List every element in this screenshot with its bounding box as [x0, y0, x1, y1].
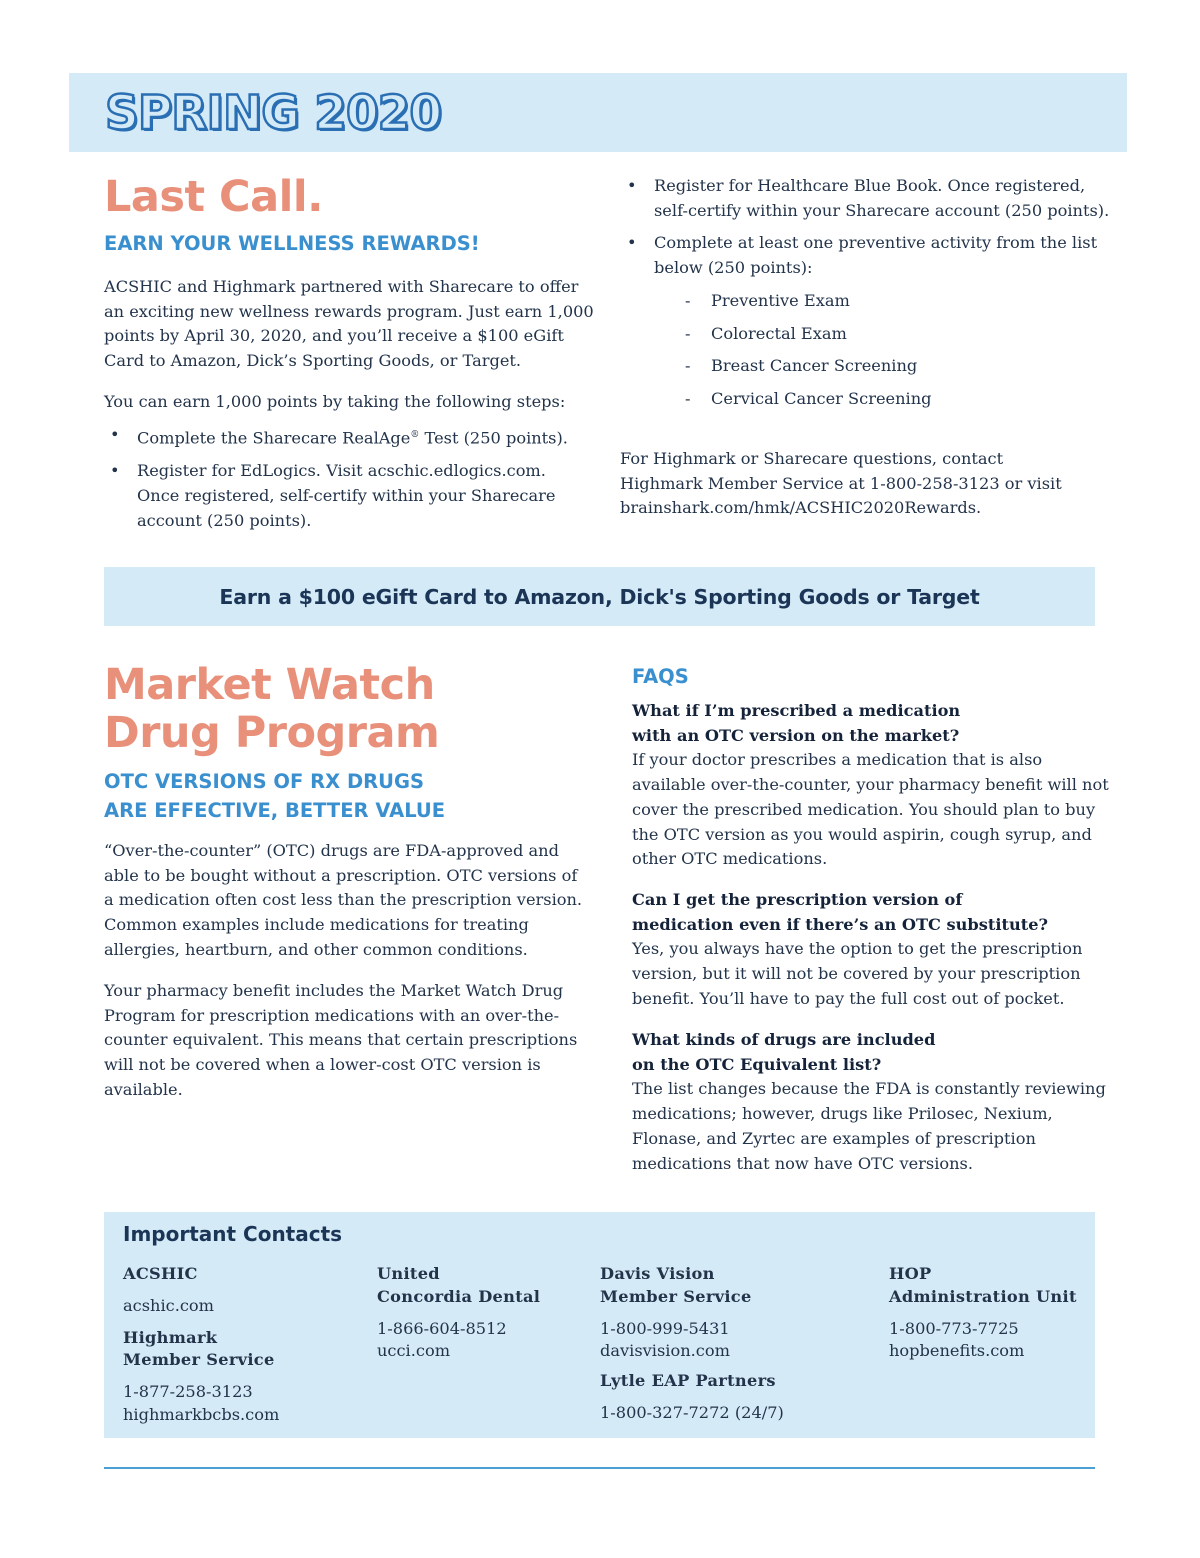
contact-name-line: Concordia Dental [377, 1286, 541, 1306]
important-contacts-box [104, 1212, 1095, 1438]
contact-name-line: Highmark [123, 1327, 218, 1347]
market-watch-title-line1: Market Watch [104, 660, 435, 710]
contact-phone-highmark[interactable]: 1-877-258-3123 [123, 1382, 253, 1402]
contact-name-highmark [123, 1327, 353, 1373]
market-watch-title [104, 661, 584, 757]
activity-item [654, 387, 1111, 412]
contact-name-ucci [377, 1263, 577, 1309]
faq-question-line: medication even if there’s an OTC substitute? [632, 914, 1048, 934]
last-call-steps-intro: You can earn 1,000 points by taking the following steps: [104, 392, 566, 411]
step-bluebook-text: Register for Healthcare Blue Book. Once registered, self-certify within your Sharecare account (250 points). [654, 176, 1110, 220]
contact-url-ucci[interactable]: ucci.com [377, 1341, 451, 1361]
market-watch-subtitle-line2: ARE EFFECTIVE, BETTER VALUE [104, 799, 446, 822]
contact-name-line: United [377, 1264, 440, 1283]
dash-icon: - [685, 323, 691, 343]
issue-title: SPRING 2020 [105, 86, 442, 141]
faq-item [632, 1028, 1112, 1176]
faq-question-line: What if I’m prescribed a medication [632, 701, 961, 720]
faqs-heading: FAQS [632, 665, 689, 688]
contact-name-hop [889, 1263, 1089, 1309]
egift-callout-text: Earn a $100 eGift Card to Amazon, Dick's Sporting Goods or Target [219, 584, 980, 609]
dash-icon: - [685, 290, 691, 310]
contact-name-line: Member Service [123, 1350, 275, 1370]
contact-phone-ucci[interactable]: 1-866-604-8512 [377, 1318, 507, 1338]
faq-question-line: with an OTC version on the market? [632, 725, 960, 745]
activity-item [654, 289, 1111, 314]
activity-item [654, 322, 1111, 347]
steps-list-right [621, 174, 1111, 420]
otc-definition-paragraph: “Over-the-counter” (OTC) drugs are FDA-approved and able to be bought without a prescription. OTC versions of a medication often cost less than the prescription version. Common examples include medications for treating allergies, heartburn, and other common conditions. [104, 841, 583, 959]
contact-name-acshic: ACSHIC [123, 1264, 198, 1283]
contacts-column-1 [123, 1263, 353, 1427]
contact-phone-davis[interactable]: 1-800-999-5431 [600, 1318, 730, 1338]
faq-question [632, 699, 1112, 748]
faq-answer: The list changes because the FDA is constantly reviewing medications; however, drugs like Prilosec, Nexium, Flonase, and Zyrtec are examples of prescription medications that now have OTC versions. [632, 1079, 1106, 1173]
dash-icon: - [685, 356, 691, 376]
contact-name-lytle: Lytle EAP Partners [600, 1371, 776, 1391]
dash-icon: - [685, 388, 691, 408]
faq-question [632, 1028, 1112, 1077]
contacts-column-3 [600, 1263, 860, 1425]
contact-url-acshic[interactable]: acshic.com [123, 1295, 214, 1315]
market-watch-title-line2: Drug Program [104, 708, 440, 758]
contact-phone-lytle[interactable]: 1-800-327-7272 (24/7) [600, 1402, 784, 1422]
faq-item [632, 888, 1112, 1012]
footer-divider [104, 1467, 1095, 1469]
registered-mark: ® [410, 430, 420, 440]
last-call-intro: ACSHIC and Highmark partnered with Sharecare to offer an exciting new wellness rewards program. Just earn 1,000 points by April 30, 2020, and you’ll receive a $100 eGift Card to Amazon, Dick’s Sporting Goods, or Target. [104, 277, 594, 371]
header-banner [69, 73, 1127, 152]
step-realage-text-a: Complete the Sharecare RealAge [137, 428, 411, 448]
activity-label: Colorectal Exam [711, 323, 847, 343]
contact-name-line: Member Service [600, 1286, 752, 1306]
activity-label: Breast Cancer Screening [711, 356, 918, 376]
bullet-icon: • [627, 233, 637, 253]
bullet-icon: • [110, 425, 120, 444]
steps-list-left [104, 423, 584, 541]
contact-url-davis[interactable]: davisvision.com [600, 1341, 730, 1361]
last-call-title: Last Call. [104, 172, 323, 222]
contacts-column-2 [377, 1263, 577, 1363]
faq-question-line: What kinds of drugs are included [632, 1030, 936, 1049]
faq-item [632, 699, 1112, 872]
activity-label: Cervical Cancer Screening [711, 388, 932, 408]
contact-name-line: Davis Vision [600, 1264, 715, 1283]
activity-label: Preventive Exam [711, 290, 850, 310]
step-item-edlogics [104, 459, 584, 533]
activity-item [654, 354, 1111, 379]
contact-url-highmark[interactable]: highmarkbcbs.com [123, 1404, 280, 1424]
market-watch-subtitle-line1: OTC VERSIONS OF RX DRUGS [104, 770, 425, 793]
step-edlogics-text: Register for EdLogics. Visit acschic.edlogics.com. Once registered, self-certify within your Sharecare account (250 points). [137, 461, 556, 530]
contact-name-davis [600, 1263, 860, 1309]
preventive-activities-list [654, 289, 1111, 412]
last-call-subtitle: EARN YOUR WELLNESS REWARDS! [104, 232, 480, 255]
rewards-contact-info: For Highmark or Sharecare questions, contact Highmark Member Service at 1-800-258-3123 or visit brainshark.com/hmk/ACSHIC2020Rewards. [620, 449, 1062, 518]
step-preventive-text: Complete at least one preventive activity from the list below (250 points): [654, 233, 1098, 278]
faq-question-line: Can I get the prescription version of [632, 890, 963, 909]
contact-name-line: Administration Unit [889, 1286, 1077, 1306]
faq-question-line: on the OTC Equivalent list? [632, 1054, 882, 1074]
faq-answer: If your doctor prescribes a medication that is also available over-the-counter, your pharmacy benefit will not cover the prescribed medication. You should plan to buy the OTC version as you would aspirin, cough syrup, and other OTC medications. [632, 750, 1109, 869]
contact-name-line: HOP [889, 1264, 932, 1283]
step-realage-text-b: Test (250 points). [419, 428, 568, 448]
contact-phone-hop[interactable]: 1-800-773-7725 [889, 1318, 1019, 1338]
contacts-title: Important Contacts [123, 1222, 343, 1246]
bullet-icon: • [110, 461, 120, 481]
market-watch-subtitle [104, 767, 584, 825]
faq-answer: Yes, you always have the option to get the prescription version, but it will not be covered by your prescription benefit. You’ll have to pay the full cost out of pocket. [632, 939, 1083, 1008]
step-item-preventive [621, 231, 1111, 411]
step-item-bluebook [621, 174, 1111, 223]
contact-url-hop[interactable]: hopbenefits.com [889, 1341, 1025, 1361]
contacts-column-4 [889, 1263, 1089, 1363]
egift-callout-band [104, 567, 1095, 626]
step-item-realage [104, 423, 584, 451]
bullet-icon: • [627, 176, 637, 195]
market-watch-benefit-paragraph: Your pharmacy benefit includes the Market Watch Drug Program for prescription medications with an over-the-counter equivalent. This means that certain prescriptions will not be covered when a lower-cost OTC version is available. [104, 981, 578, 1099]
faq-question [632, 888, 1112, 937]
